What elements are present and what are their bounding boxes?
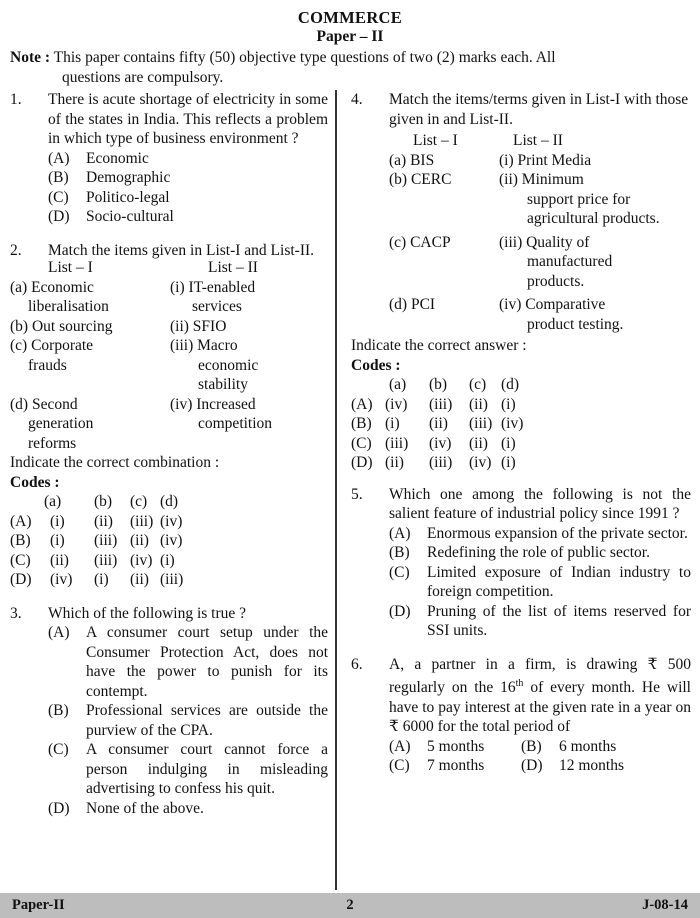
- code-label: (A): [10, 512, 32, 530]
- option-label: (D): [48, 799, 70, 817]
- code-label: (B): [351, 415, 372, 432]
- code-val: (ii): [130, 532, 149, 549]
- code-head: (c): [469, 376, 487, 393]
- option-label: (B): [48, 169, 69, 186]
- list2-item: (iii) Quality of: [499, 233, 590, 251]
- option-a[interactable]: [389, 737, 521, 757]
- list1-item-cont: frauds: [28, 356, 67, 374]
- option-text: Socio-cultural: [86, 208, 174, 225]
- code-label: (D): [351, 454, 373, 471]
- code-val: (iv): [429, 434, 452, 452]
- question-5: [351, 485, 691, 641]
- list1-item: (d) Second: [10, 395, 78, 413]
- code-option-a[interactable]: [10, 512, 187, 532]
- match-table-q2: [10, 258, 328, 590]
- option-text: Enormous expansion of the private sector.: [427, 524, 688, 542]
- list2-item: (ii) SFIO: [170, 317, 227, 335]
- code-head: (b): [429, 376, 448, 393]
- list1-heading: List – I: [48, 259, 93, 276]
- code-val: (iii): [130, 512, 154, 530]
- code-head: (d): [160, 493, 179, 510]
- option-text: 12 months: [559, 757, 625, 775]
- option-label: (B): [48, 702, 69, 719]
- question-stem: There is acute shortage of electricity in some of the states in India. This reflects a problem in which type of business environment ?: [48, 91, 328, 147]
- note-line1: This paper contains fifty (50) objective type questions of two (2) marks each. All: [53, 49, 556, 66]
- code-val: (ii): [469, 434, 488, 452]
- column-divider: [335, 90, 337, 890]
- code-val: (i): [385, 415, 400, 432]
- option-text: A consumer court setup under the Consumer Protection Act, does not have the power to punish for its contempt.: [86, 624, 328, 700]
- option-d[interactable]: [48, 799, 328, 819]
- question-stem: Match the items given in List-I and List-II.: [48, 241, 315, 259]
- list2-item-cont: services: [192, 298, 242, 315]
- option-label: (B): [389, 544, 410, 561]
- code-val: (iii): [94, 551, 118, 569]
- question-number: 4.: [351, 91, 363, 108]
- code-val: (iii): [94, 532, 118, 549]
- question-stem: Which of the following is true ?: [48, 604, 247, 622]
- option-label: (D): [389, 602, 411, 620]
- code-label: (D): [10, 571, 32, 588]
- code-option-d[interactable]: [351, 453, 527, 473]
- option-text: A consumer court cannot force a person indulging in misleading advertising to confess his quit.: [86, 741, 328, 797]
- list2-item: (iv) Comparative: [499, 296, 606, 313]
- codes-table: [10, 492, 187, 590]
- match-row: [10, 336, 328, 395]
- code-val: (iv): [50, 571, 73, 588]
- option-text: 7 months: [427, 757, 485, 775]
- code-val: (i): [50, 532, 65, 549]
- option-label: (C): [48, 741, 69, 758]
- code-val: (ii): [429, 415, 448, 432]
- option-b[interactable]: [48, 701, 328, 740]
- question-stem: Match the items/terms given in List-I with those given in and List-II.: [389, 91, 689, 128]
- option-b[interactable]: [521, 737, 691, 757]
- code-val: (ii): [130, 571, 149, 588]
- subject-title: COMMERCE: [297, 8, 403, 27]
- code-head: (a): [44, 493, 62, 510]
- code-val: (iv): [160, 512, 183, 530]
- code-head: (d): [501, 376, 520, 393]
- list2-item-cont: support price for agricultural products.: [527, 190, 660, 227]
- list2-heading: List – II: [513, 132, 563, 149]
- question-number: 3.: [10, 604, 22, 622]
- list2-item: (iv) Increased: [170, 395, 256, 413]
- list1-item: (c) CACP: [389, 233, 451, 251]
- option-d[interactable]: [521, 756, 691, 776]
- option-c[interactable]: [389, 563, 691, 602]
- option-b[interactable]: [389, 543, 691, 563]
- option-c[interactable]: [48, 188, 328, 208]
- code-val: (iii): [385, 434, 409, 452]
- question-number: 6.: [351, 655, 363, 673]
- code-val: (i): [94, 571, 109, 588]
- match-row: [10, 317, 328, 337]
- question-number: 2.: [10, 241, 22, 259]
- question-6: [351, 655, 691, 776]
- code-val: (i): [160, 551, 175, 569]
- code-val: (ii): [385, 454, 404, 471]
- match-row: [389, 295, 691, 334]
- option-label: (A): [48, 624, 70, 641]
- code-val: (iii): [429, 454, 453, 471]
- code-val: (ii): [469, 395, 488, 413]
- options: [389, 737, 691, 776]
- list1-item: (a) BIS: [389, 151, 435, 169]
- right-column: [351, 90, 691, 790]
- options: [48, 149, 328, 227]
- code-val: (ii): [94, 512, 113, 530]
- list2-item: (ii) Minimum: [499, 171, 584, 188]
- code-head: (b): [94, 493, 113, 510]
- question-4: [351, 90, 691, 334]
- instruction-text: Indicate the correct combination :: [10, 454, 220, 471]
- footer-code: J-08-14: [642, 897, 688, 913]
- option-text: Limited exposure of Indian industry to foreign competition.: [427, 563, 691, 600]
- option-text: 5 months: [427, 737, 485, 755]
- code-val: (iii): [429, 395, 453, 413]
- list2-item: (iii) Macro: [170, 337, 238, 354]
- code-label: (C): [351, 434, 372, 452]
- code-val: (i): [50, 512, 65, 530]
- code-val: (ii): [50, 551, 69, 569]
- code-val: (iv): [501, 415, 524, 432]
- option-text: Pruning of the list of items reserved for SSI units.: [427, 602, 691, 639]
- stem-part: A, a partner in a firm, is drawing ₹ 500 regularly on the 16: [389, 655, 691, 697]
- code-val: (iii): [160, 571, 184, 588]
- codes-table: [351, 375, 527, 473]
- list2-item: (i) IT-enabled: [170, 278, 256, 296]
- match-row: [389, 233, 691, 296]
- question-1: [10, 90, 328, 227]
- match-row: [10, 395, 328, 454]
- code-val: (i): [501, 454, 516, 471]
- page-footer: [0, 893, 700, 918]
- option-label: (C): [389, 757, 410, 775]
- option-text: Economic: [86, 149, 149, 167]
- code-val: (i): [501, 434, 516, 452]
- option-label: (B): [521, 737, 542, 755]
- instructions-note: [10, 48, 692, 87]
- option-c[interactable]: [389, 756, 521, 776]
- code-head: (c): [130, 493, 148, 510]
- option-label: (A): [389, 737, 411, 755]
- option-label: (D): [48, 208, 70, 225]
- list2-heading: List – II: [208, 259, 258, 276]
- list1-item: (b) CERC: [389, 171, 452, 188]
- option-d[interactable]: [48, 207, 328, 227]
- code-option-b[interactable]: [10, 531, 187, 551]
- option-a[interactable]: [389, 524, 691, 544]
- code-val: (iv): [160, 532, 183, 549]
- match-row: [389, 170, 691, 233]
- code-val: (iv): [469, 454, 492, 471]
- list2-item-cont: manufactured products.: [527, 253, 613, 290]
- code-val: (iv): [385, 395, 408, 413]
- codes-label: Codes :: [351, 356, 401, 374]
- paper-title: Paper – II: [316, 28, 384, 45]
- code-option-b[interactable]: [351, 414, 527, 434]
- note-label: Note :: [10, 49, 51, 66]
- list2-item-cont: product testing.: [527, 315, 624, 333]
- codes-label: Codes :: [10, 473, 60, 491]
- list2-item-cont: competition: [198, 415, 273, 432]
- option-a[interactable]: [48, 623, 328, 701]
- question-number: 1.: [10, 91, 22, 108]
- option-label: (C): [389, 563, 410, 581]
- match-row: [389, 151, 691, 171]
- stem-part: of every month. He will have to pay interest at the given rate in a year on ₹ 6000 for the total period of: [389, 679, 691, 736]
- list2-item-cont: economic stability: [198, 356, 259, 393]
- code-option-c[interactable]: [10, 551, 187, 571]
- option-label: (A): [48, 149, 70, 167]
- code-label: (A): [351, 395, 373, 413]
- list1-item-cont: liberalisation: [28, 298, 109, 315]
- question-2: [10, 241, 328, 261]
- list1-item: (b) Out sourcing: [10, 317, 113, 335]
- option-text: Professional services are outside the purview of the CPA.: [86, 702, 328, 739]
- code-option-a[interactable]: [351, 395, 527, 415]
- left-column: [10, 90, 328, 832]
- list1-item: (c) Corporate: [10, 337, 94, 354]
- question-3: [10, 604, 328, 819]
- option-text: Redefining the role of public sector.: [427, 544, 650, 561]
- option-d[interactable]: [389, 602, 691, 641]
- list2-item: (i) Print Media: [499, 151, 592, 169]
- option-text: Demographic: [86, 169, 171, 186]
- code-val: (iii): [469, 415, 493, 432]
- code-option-c[interactable]: [351, 434, 527, 454]
- option-label: (A): [389, 524, 411, 542]
- ordinal-suffix: th: [515, 678, 524, 689]
- option-text: None of the above.: [86, 799, 204, 817]
- code-label: (B): [10, 532, 31, 549]
- code-head: (a): [389, 376, 407, 393]
- question-number: 5.: [351, 485, 363, 503]
- list1-item: (a) Economic: [10, 278, 94, 296]
- list1-item-cont: generation reforms: [28, 415, 94, 452]
- code-val: (i): [501, 395, 516, 413]
- option-text: Politico-legal: [86, 188, 170, 206]
- option-label: (C): [48, 188, 69, 206]
- list1-item: (d) PCI: [389, 296, 436, 313]
- q4-codes-block: [351, 336, 691, 473]
- code-label: (C): [10, 551, 31, 569]
- option-b[interactable]: [48, 168, 328, 188]
- list1-heading: List – I: [413, 132, 458, 149]
- question-stem: [389, 655, 691, 737]
- page-number: 2: [346, 897, 354, 913]
- option-text: 6 months: [559, 737, 617, 755]
- code-val: (iv): [130, 551, 153, 569]
- footer-paper-label: Paper-II: [12, 897, 65, 913]
- code-option-d[interactable]: [10, 570, 187, 590]
- question-stem: Which one among the following is not the salient feature of industrial policy since 1991 ?: [389, 485, 691, 522]
- option-a[interactable]: [48, 149, 328, 169]
- option-label: (D): [521, 757, 543, 775]
- note-line2: questions are compulsory.: [62, 68, 224, 86]
- match-row: [10, 278, 328, 317]
- instruction-text: Indicate the correct answer :: [351, 337, 527, 354]
- option-c[interactable]: [48, 740, 328, 799]
